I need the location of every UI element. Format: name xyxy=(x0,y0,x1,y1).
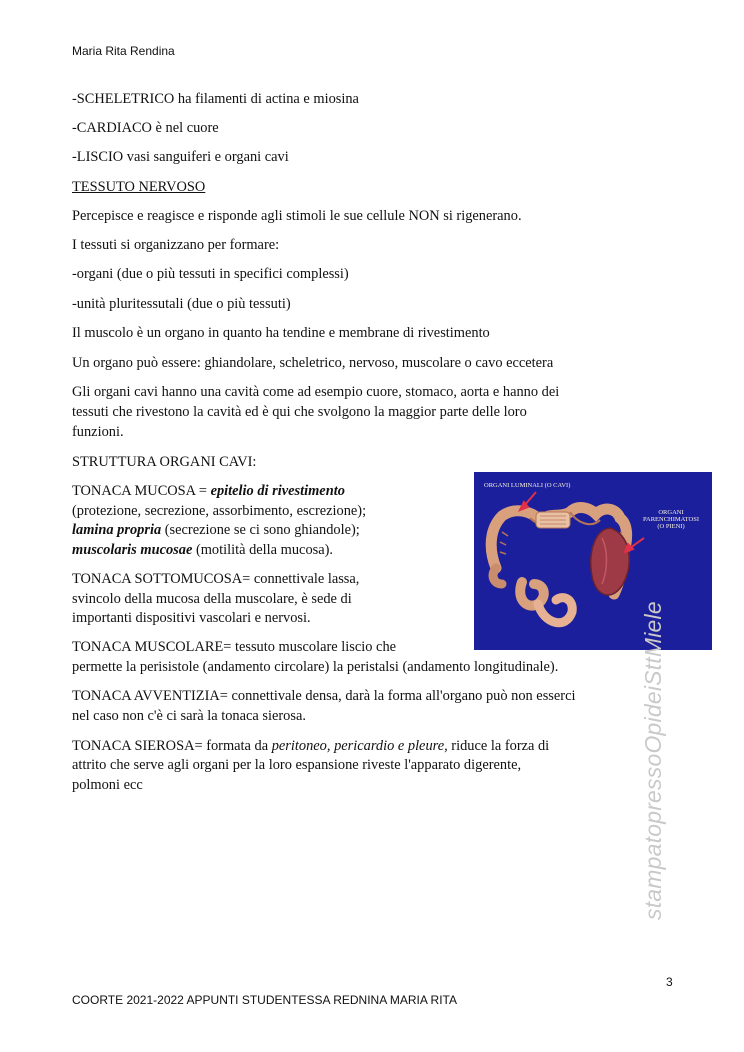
organs-illustration xyxy=(474,472,712,650)
sottomucosa-line-3: importanti dispositivi vascolari e nervosi. xyxy=(72,610,311,626)
figure-label-parenchimatosi xyxy=(634,509,708,530)
paragraph-organo: Un organo può essere: ghiandolare, scheletrico, nervoso, muscolare o cavo eccetera xyxy=(72,355,554,371)
mucosa-term: TONACA MUCOSA = xyxy=(72,483,211,499)
figure-label-parenchimatosi-2: PARENCHIMATOSI xyxy=(643,516,699,523)
heading-text: TESSUTO NERVOSO xyxy=(72,179,206,195)
page-footer: COORTE 2021-2022 APPUNTI STUDENTESSA REDNINA MARIA RITA xyxy=(72,993,458,1007)
sierosa-line-3: polmoni ecc xyxy=(72,777,143,793)
muscolare-line-1: TONACA MUSCOLARE= tessuto muscolare liscio che xyxy=(72,639,397,655)
sierosa-line-1 xyxy=(72,736,672,756)
page-header-author: Maria Rita Rendina xyxy=(72,44,175,58)
spleen-drawing xyxy=(591,528,629,595)
paragraph-organi-cavi-3: funzioni. xyxy=(72,424,124,440)
mucosa-line-2: (protezione, secrezione, assorbimento, escrezione); xyxy=(72,503,367,519)
sierosa-post: riduce la forza di xyxy=(447,738,550,754)
muscolare-line-2: permette la perisistole (andamento circolare) la peristalsi (andamento longitudinale). xyxy=(72,659,559,675)
paragraph-organi-cavi-2: tessuti che rivestono la cavità ed è qui che svolgono la maggior parte delle loro xyxy=(72,404,527,420)
paragraph-organi-cavi-1: Gli organi cavi hanno una cavità come ad esempio cuore, stomaco, aorta e hanno dei xyxy=(72,384,560,400)
watermark: stampatopressoOpideiSttMiele xyxy=(640,601,666,920)
figure-label-luminali: ORGANI LUMINALI (O CAVI) xyxy=(484,482,571,489)
list-item-unita: -unità pluritessutali (due o più tessuti) xyxy=(72,296,291,312)
line-cardiaco: -CARDIACO è nel cuore xyxy=(72,120,219,136)
line-scheletrico: -SCHELETRICO ha filamenti di actina e miosina xyxy=(72,91,359,107)
page-number: 3 xyxy=(666,975,673,989)
sottomucosa-line-1: TONACA SOTTOMUCOSA= connettivale lassa, xyxy=(72,571,360,587)
figure-label-parenchimatosi-3: (O PIENI) xyxy=(657,523,685,530)
sottomucosa-line-2: svincolo della mucosa della muscolare, è sede di xyxy=(72,591,352,607)
heading-struttura-organi-cavi: STRUTTURA ORGANI CAVI: xyxy=(72,454,257,470)
mucosa-line-4-rest: (motilità della mucosa). xyxy=(192,542,334,558)
mucosa-em-lamina: lamina propria xyxy=(72,522,162,538)
line-liscio: -LISCIO vasi sanguiferi e organi cavi xyxy=(72,149,289,165)
avventizia-line-1: TONACA AVVENTIZIA= connettivale densa, darà la forma all'organo può non esserci xyxy=(72,688,576,704)
mucosa-line-3-rest: (secrezione se ci sono ghiandole); xyxy=(161,522,360,538)
sierosa-line-2: attrito che serve agli organi per la loro espansione riveste l'apparato digerente, xyxy=(72,757,522,773)
arrow-luminali xyxy=(520,492,536,510)
paragraph-percepisce: Percepisce e reagisce e risponde agli stimoli le sue cellule NON si rigenerano. xyxy=(72,208,522,224)
organs-drawing xyxy=(474,472,712,650)
avventizia-line-2: nel caso non c'è ci sarà la tonaca sierosa. xyxy=(72,708,306,724)
heading-tessuto-nervoso xyxy=(72,177,672,197)
paragraph-tessuti-organizzano: I tessuti si organizzano per formare: xyxy=(72,237,280,253)
sierosa-em: peritoneo, pericardio e pleure, xyxy=(271,738,448,754)
paragraph-muscolo: Il muscolo è un organo in quanto ha tendine e membrane di rivestimento xyxy=(72,325,490,341)
mucosa-em-epitelio: epitelio di rivestimento xyxy=(210,483,345,499)
list-item-organi: -organi (due o più tessuti in specifici complessi) xyxy=(72,266,349,282)
figure-label-parenchimatosi-1: ORGANI xyxy=(658,509,684,516)
mucosa-em-muscolaris: muscolaris mucosae xyxy=(72,542,193,558)
sierosa-pre: TONACA SIEROSA= formata da xyxy=(72,738,272,754)
